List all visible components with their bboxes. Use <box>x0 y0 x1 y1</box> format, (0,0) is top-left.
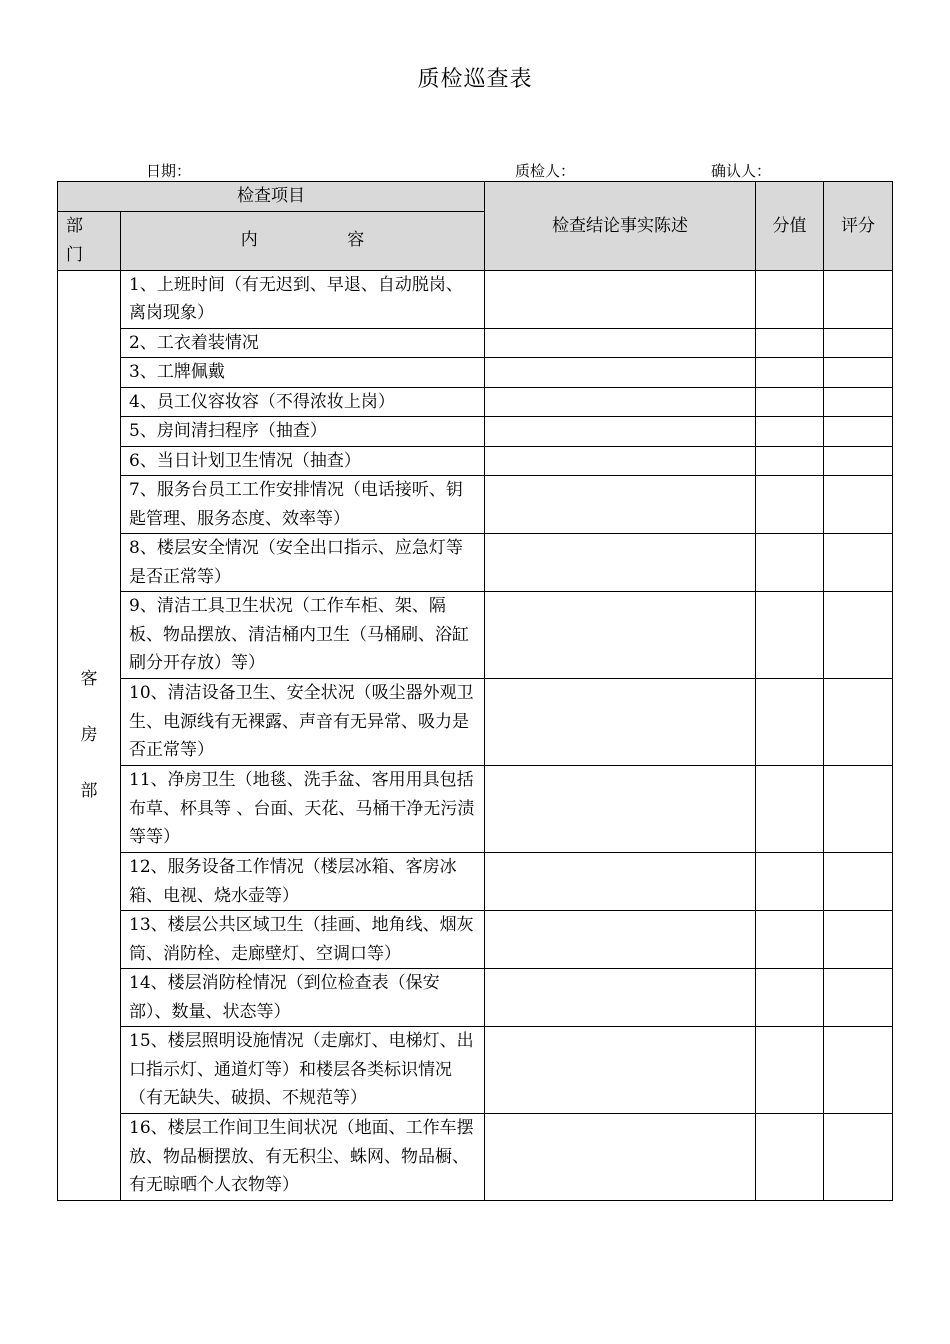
dept-header <box>58 211 121 270</box>
rating-cell[interactable] <box>824 417 893 447</box>
table-row <box>58 358 893 388</box>
table-row <box>58 387 893 417</box>
rating-cell[interactable] <box>824 766 893 853</box>
inspection-item: 13、楼层公共区域卫生（挂画、地角线、烟灰筒、消防栓、走廊壁灯、空调口等） <box>121 911 485 969</box>
facts-cell[interactable] <box>485 1114 756 1201</box>
facts-cell[interactable] <box>485 911 756 969</box>
table-row <box>58 534 893 592</box>
rating-cell[interactable] <box>824 358 893 388</box>
page-title: 质检巡查表 <box>417 67 533 92</box>
rating-cell[interactable] <box>824 387 893 417</box>
table-row <box>58 969 893 1027</box>
facts-cell[interactable] <box>485 270 756 328</box>
inspection-item: 3、工牌佩戴 <box>121 358 485 388</box>
confirmer-label: 确认人： <box>711 162 772 180</box>
score-value-cell[interactable] <box>756 853 824 911</box>
table-row <box>58 766 893 853</box>
score-value-cell[interactable] <box>756 534 824 592</box>
inspection-item: 16、楼层工作间卫生间状况（地面、工作车摆放、物品橱摆放、有无积尘、蛛网、物品橱、有无晾晒个人衣物等） <box>121 1114 485 1201</box>
score-value-cell[interactable] <box>756 911 824 969</box>
inspection-item: 12、服务设备工作情况（楼层冰箱、客房冰箱、电视、烧水壶等） <box>121 853 485 911</box>
score-value-cell[interactable] <box>756 969 824 1027</box>
content-header: 内 容 <box>121 211 485 270</box>
rating-cell[interactable] <box>824 1114 893 1201</box>
table-row <box>58 853 893 911</box>
inspection-item: 5、房间清扫程序（抽查） <box>121 417 485 447</box>
facts-cell[interactable] <box>485 387 756 417</box>
facts-cell[interactable] <box>485 358 756 388</box>
score-value-cell[interactable] <box>756 387 824 417</box>
score-value-cell[interactable] <box>756 679 824 766</box>
dept-header-line2: 门 <box>66 244 83 265</box>
facts-cell[interactable] <box>485 969 756 1027</box>
department-cell <box>58 270 121 1201</box>
score-value-cell[interactable] <box>756 1027 824 1114</box>
score-value-cell[interactable] <box>756 358 824 388</box>
rating-cell[interactable] <box>824 476 893 534</box>
date-label: 日期： <box>146 162 192 180</box>
score-value-header: 分值 <box>756 182 824 271</box>
rating-cell[interactable] <box>824 679 893 766</box>
inspection-item: 10、清洁设备卫生、安全状况（吸尘器外观卫生、电源线有无裸露、声音有无异常、吸力是否正常等） <box>121 679 485 766</box>
inspection-table <box>57 181 893 1201</box>
inspection-item: 2、工衣着装情况 <box>121 328 485 358</box>
facts-cell[interactable] <box>485 1027 756 1114</box>
score-value-cell[interactable] <box>756 270 824 328</box>
facts-cell[interactable] <box>485 592 756 679</box>
table-row <box>58 476 893 534</box>
table-row <box>58 270 893 328</box>
rating-cell[interactable] <box>824 969 893 1027</box>
department-char: 房 <box>80 725 98 746</box>
rating-cell[interactable] <box>824 592 893 679</box>
inspection-item: 7、服务台员工工作安排情况（电话接听、钥匙管理、服务态度、效率等） <box>121 476 485 534</box>
inspection-item: 14、楼层消防栓情况（到位检查表（保安部）、数量、状态等） <box>121 969 485 1027</box>
table-row <box>58 1027 893 1114</box>
rating-cell[interactable] <box>824 911 893 969</box>
inspection-item: 11、净房卫生（地毯、洗手盆、客用用具包括布草、杯具等 、台面、天花、马桶干净无污渍等等） <box>121 766 485 853</box>
department-char: 客 <box>80 669 98 690</box>
facts-cell[interactable] <box>485 446 756 476</box>
score-value-cell[interactable] <box>756 417 824 447</box>
facts-header: 检查结论事实陈述 <box>485 182 756 271</box>
rating-cell[interactable] <box>824 534 893 592</box>
score-value-cell[interactable] <box>756 1114 824 1201</box>
score-value-cell[interactable] <box>756 592 824 679</box>
score-value-cell[interactable] <box>756 328 824 358</box>
rating-cell[interactable] <box>824 1027 893 1114</box>
inspection-item: 15、楼层照明设施情况（走廓灯、电梯灯、出口指示灯、通道灯等）和楼层各类标识情况（有无缺失、破损、不规范等） <box>121 1027 485 1114</box>
table-row <box>58 328 893 358</box>
rating-cell[interactable] <box>824 446 893 476</box>
inspection-item: 8、楼层安全情况（安全出口指示、应急灯等是否正常等） <box>121 534 485 592</box>
department-char: 部 <box>80 781 98 802</box>
score-value-cell[interactable] <box>756 766 824 853</box>
check-items-header: 检查项目 <box>58 182 485 212</box>
facts-cell[interactable] <box>485 853 756 911</box>
table-row <box>58 446 893 476</box>
dept-header-line1: 部 <box>66 216 83 236</box>
table-row <box>58 592 893 679</box>
facts-cell[interactable] <box>485 476 756 534</box>
facts-cell[interactable] <box>485 534 756 592</box>
rating-header: 评分 <box>824 182 893 271</box>
score-value-cell[interactable] <box>756 446 824 476</box>
inspection-item: 6、当日计划卫生情况（抽查） <box>121 446 485 476</box>
facts-cell[interactable] <box>485 679 756 766</box>
facts-cell[interactable] <box>485 328 756 358</box>
table-row <box>58 417 893 447</box>
table-row <box>58 1114 893 1201</box>
inspection-item: 1、上班时间（有无迟到、早退、自动脱岗、离岗现象） <box>121 270 485 328</box>
table-row <box>58 911 893 969</box>
score-value-cell[interactable] <box>756 476 824 534</box>
inspection-item: 4、员工仪容妆容（不得浓妆上岗） <box>121 387 485 417</box>
facts-cell[interactable] <box>485 417 756 447</box>
inspector-label: 质检人： <box>515 162 576 180</box>
inspection-item: 9、清洁工具卫生状况（工作车柜、架、隔板、物品摆放、清洁桶内卫生（马桶刷、浴缸刷分开存放）等） <box>121 592 485 679</box>
rating-cell[interactable] <box>824 270 893 328</box>
rating-cell[interactable] <box>824 853 893 911</box>
facts-cell[interactable] <box>485 766 756 853</box>
rating-cell[interactable] <box>824 328 893 358</box>
table-row <box>58 679 893 766</box>
